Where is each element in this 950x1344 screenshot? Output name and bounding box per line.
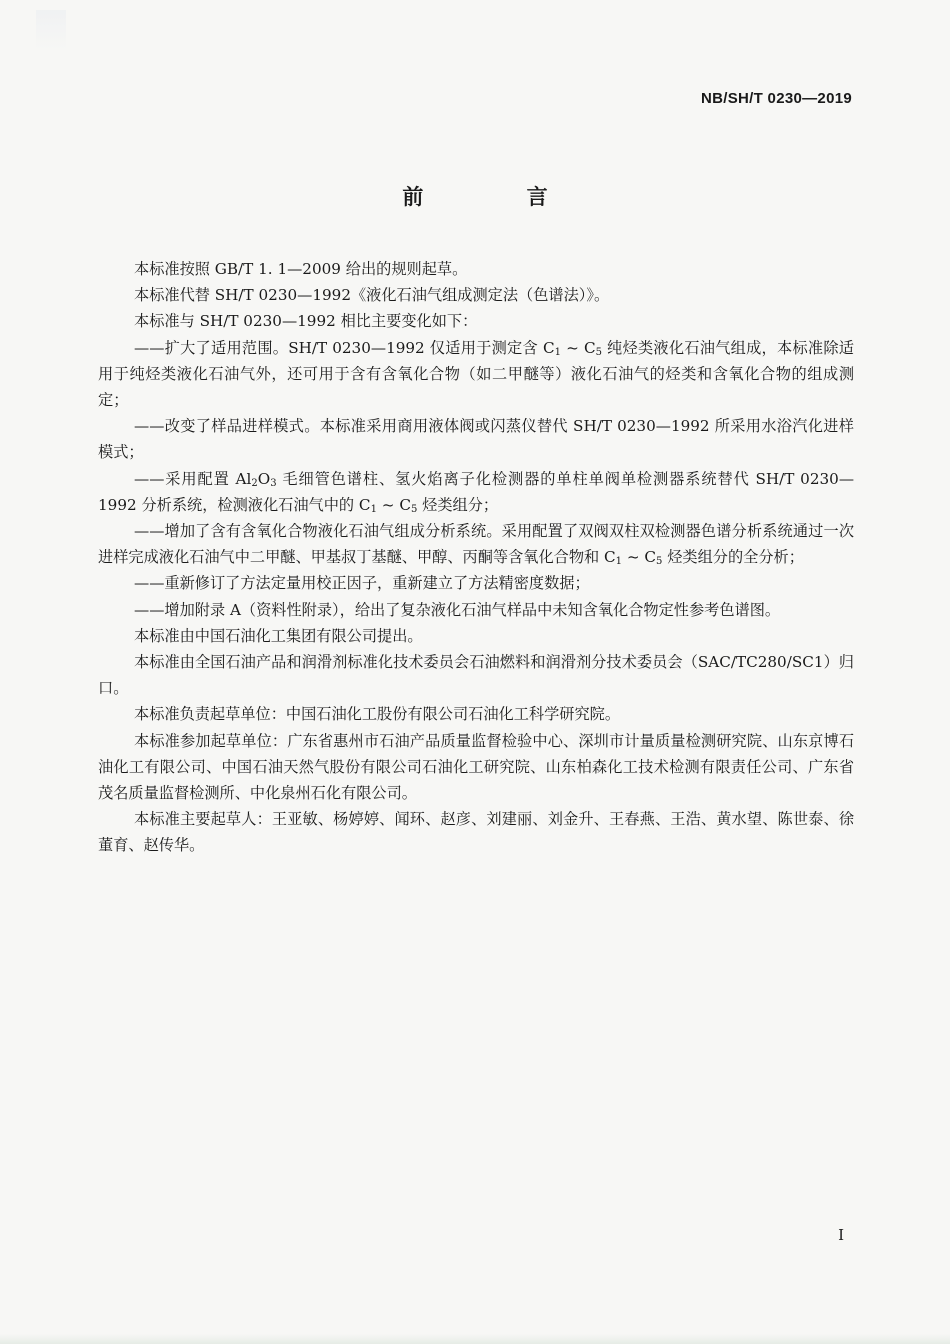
text-segment: 本标准由全国石油产品和润滑剂标准化技术委员会石油燃料和润滑剂分技术委员会（SAC/TC280/SC1）归口。: [98, 653, 854, 698]
text-segment: ——重新修订了方法定量用校正因子，重新建立了方法精密度数据；: [134, 574, 590, 593]
scan-bottom-edge: [0, 1334, 950, 1344]
text-segment: 本标准按照 GB/T 1. 1—2009 给出的规则起草。: [134, 260, 468, 278]
text-segment: 本标准参加起草单位：广东省惠州市石油产品质量监督检验中心、深圳市计量质量检测研究院、山东京博石油化工有限公司、中国石油天然气股份有限公司石油化工研究院、山东柏森化工技术检测有限责任公司、广东省茂名质量监督检测所、中化泉州石化有限公司。: [98, 731, 854, 803]
text-segment: 本标准代替 SH/T 0230—1992《液化石油气组成测定法（色谱法）》。: [134, 286, 610, 305]
standard-code: NB/SH/T 0230—2019: [700, 90, 852, 107]
text-segment: 本标准与 SH/T 0230—1992 相比主要变化如下：: [134, 312, 478, 331]
subscript: 1: [554, 346, 562, 358]
paragraph: [98, 570, 854, 596]
text-segment: ~ C: [622, 548, 657, 567]
subscript: 1: [370, 503, 377, 515]
text-segment: ——改变了样品进样模式。本标准采用商用液体阀或闪蒸仪替代 SH/T 0230—1992 所采用水浴汽化进样模式；: [98, 417, 854, 462]
paragraph: [98, 623, 854, 649]
text-segment: ~ C: [376, 495, 411, 514]
subscript: 5: [656, 556, 663, 568]
text-segment: 本标准负责起草单位：中国石油化工股份有限公司石油化工科学研究院。: [134, 705, 620, 724]
paragraph: [98, 256, 854, 282]
text-segment: ——增加了含有含氧化合物液化石油气组成分析系统。采用配置了双阀双柱双检测器色谱分析系统通过一次进样完成液化石油气中二甲醚、甲基叔丁基醚、甲醇、丙酮等含氧化合物和 C: [98, 522, 854, 567]
paragraph: [98, 282, 854, 308]
subscript: 3: [270, 477, 277, 489]
scan-smudge: [36, 10, 66, 50]
text-segment: 纯烃类液化石油气组成，本标准除适用于纯烃类液化石油气外，还可用于含有含氧化合物（如二甲醚等）液化石油气的烃类和含氧化合物的组成测定；: [98, 338, 854, 410]
page-number: I: [838, 1226, 844, 1244]
text-segment: 毛细管色谱柱、氢火焰离子化检测器的单柱单阀单检测器系统替代 SH/T 0230—1992 分析系统，检测液化石油气中的 C: [98, 469, 855, 514]
foreword-body: [98, 256, 854, 859]
page-title: 前 言: [402, 185, 596, 209]
paragraph: [98, 466, 854, 518]
text-segment: 烃类组分的全分析；: [662, 548, 804, 567]
text-segment: 烃类组分；: [417, 495, 499, 514]
subscript: 1: [615, 556, 623, 568]
text-segment: 本标准由中国石油化工集团有限公司提出。: [134, 626, 423, 645]
subscript: 2: [251, 477, 258, 489]
text-segment: ——扩大了适用范围。SH/T 0230—1992 仅适用于测定含 C: [134, 338, 555, 357]
paragraph: [98, 649, 854, 701]
subscript: 5: [410, 503, 418, 515]
paragraph: [98, 701, 854, 727]
subscript: 5: [595, 346, 602, 358]
paragraph: [98, 728, 854, 807]
paragraph: [98, 806, 854, 858]
text-segment: O: [257, 469, 271, 488]
paragraph: [98, 597, 854, 623]
paragraph: [98, 335, 854, 414]
text-segment: ——增加附录 A（资料性附录），给出了复杂液化石油气样品中未知含氧化合物定性参考色谱图。: [134, 600, 781, 619]
paragraph: [98, 308, 854, 334]
text-segment: ——采用配置 Al: [134, 469, 252, 488]
text-segment: ~ C: [561, 338, 596, 357]
paragraph: [98, 413, 854, 465]
text-segment: 本标准主要起草人：王亚敏、杨婷婷、闻环、赵彦、刘建丽、刘金升、王春燕、王浩、黄水望、陈世泰、徐董育、赵传华。: [98, 810, 854, 855]
paragraph: [98, 518, 854, 570]
